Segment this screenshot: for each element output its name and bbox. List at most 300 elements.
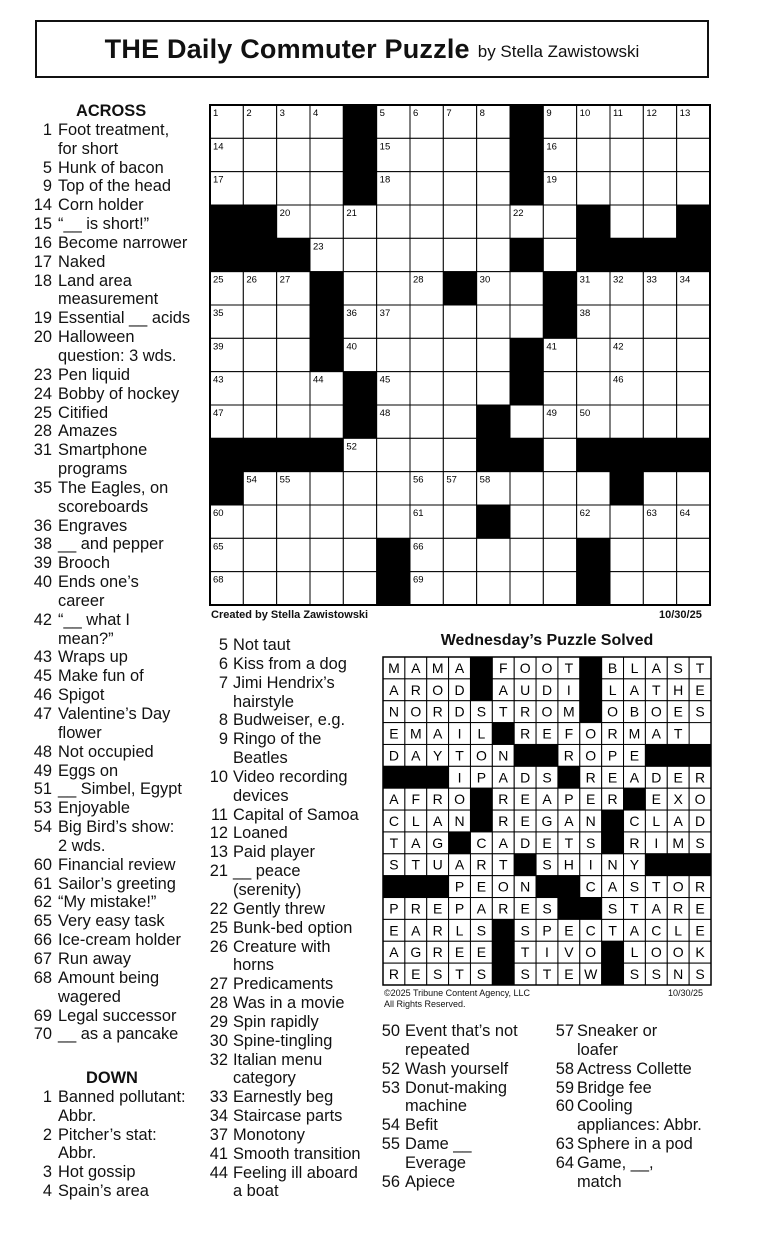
clue-text: Feeling ill aboard (233, 1163, 358, 1182)
grid-cell[interactable] (643, 472, 676, 505)
cell-number: 66 (413, 541, 424, 553)
clue-text: Apiece (405, 1172, 456, 1191)
black-square (343, 105, 376, 138)
grid-cell[interactable] (643, 538, 676, 571)
grid-cell[interactable] (477, 305, 510, 338)
grid-cell[interactable] (610, 205, 643, 238)
grid-cell[interactable] (677, 572, 710, 605)
clue-text: Sphere in a pod (577, 1135, 693, 1154)
solution-letter: S (389, 856, 399, 873)
grid-cell[interactable] (443, 238, 476, 271)
grid-cell[interactable] (443, 138, 476, 171)
solution-black-square (427, 766, 449, 788)
solution-black-square (405, 876, 427, 898)
clue-down-33 (206, 1088, 376, 1107)
grid-cell[interactable] (477, 238, 510, 271)
solution-letter: R (388, 966, 399, 983)
clue-down-6 (206, 655, 376, 674)
solution-letter: R (673, 900, 684, 917)
grid-cell[interactable] (277, 305, 310, 338)
solution-letter: A (629, 681, 640, 698)
solution-letter: E (542, 834, 552, 851)
solution-letter: M (409, 725, 422, 742)
grid-cell[interactable] (343, 472, 376, 505)
cell-number: 61 (413, 508, 424, 519)
solution-letter: R (607, 725, 618, 742)
grid-cell[interactable] (243, 172, 276, 205)
grid-cell[interactable] (677, 538, 710, 571)
clue-across-45 (30, 667, 200, 686)
clue-across-35 (30, 479, 200, 517)
cell-number: 42 (613, 341, 624, 353)
grid-cell[interactable] (643, 572, 676, 605)
solution-letter: S (586, 834, 596, 851)
solution-letter: A (389, 944, 399, 961)
grid-cell[interactable] (510, 405, 543, 438)
clue-number: 43 (33, 648, 52, 667)
grid-cell[interactable] (543, 472, 576, 505)
grid-cell[interactable] (477, 372, 510, 405)
grid-cell[interactable] (343, 538, 376, 571)
grid-cell[interactable] (377, 272, 410, 305)
clue-text: hairstyle (233, 692, 295, 711)
grid-cell[interactable] (677, 372, 710, 405)
grid-cell[interactable] (677, 338, 710, 371)
solution-letter: N (520, 878, 531, 895)
solution-letter: O (650, 944, 662, 961)
cell-number: 13 (679, 108, 691, 119)
clue-text: Not occupied (58, 742, 154, 761)
grid-cell[interactable] (677, 172, 710, 205)
clue-text: appliances: Abbr. (577, 1116, 702, 1135)
black-square (210, 472, 243, 505)
clue-down-3 (30, 1163, 200, 1182)
grid-cell[interactable] (277, 338, 310, 371)
solution-letter: R (695, 878, 706, 895)
grid-cell[interactable] (543, 238, 576, 271)
grid-cell[interactable] (677, 138, 710, 171)
grid-cell[interactable] (543, 505, 576, 538)
grid-cell[interactable] (277, 505, 310, 538)
solution-black-square (602, 832, 624, 854)
solution-letter: S (520, 966, 530, 983)
down-clues-column-1 (30, 1069, 200, 1201)
grid-cell[interactable] (510, 472, 543, 505)
grid-cell[interactable] (243, 505, 276, 538)
solution-letter: D (454, 703, 465, 720)
solution-letter: A (411, 922, 421, 939)
solution-letter: L (608, 681, 617, 698)
grid-cell[interactable] (610, 572, 643, 605)
grid-cell[interactable] (610, 505, 643, 538)
clue-number: 65 (33, 912, 52, 931)
clue-down-30 (206, 1032, 376, 1051)
cell-number: 65 (213, 541, 224, 553)
grid-cell[interactable] (643, 372, 676, 405)
clue-text: __ and pepper (58, 535, 164, 554)
grid-cell[interactable] (277, 172, 310, 205)
clue-down-27 (206, 975, 376, 994)
solution-letter: A (651, 659, 662, 676)
solution-letter: F (498, 659, 508, 676)
grid-cell[interactable] (543, 205, 576, 238)
solution-letter: U (432, 856, 443, 873)
grid-cell[interactable] (410, 338, 443, 371)
clue-number: 56 (381, 1172, 400, 1191)
grid-cell[interactable] (310, 205, 343, 238)
clue-number: 12 (209, 824, 228, 843)
black-square (377, 572, 410, 605)
grid-cell[interactable] (643, 138, 676, 171)
solution-letter: O (585, 944, 597, 961)
solution-letter: A (476, 900, 487, 917)
grid-cell[interactable] (477, 338, 510, 371)
solution-black-square (558, 876, 580, 898)
clue-number: 26 (209, 937, 228, 956)
grid-cell[interactable] (443, 405, 476, 438)
grid-cell[interactable] (310, 505, 343, 538)
puzzle-date: 10/30/25 (659, 609, 702, 621)
solution-letter: F (411, 791, 421, 808)
clue-text: __ Simbel, Egypt (58, 780, 182, 799)
cell-number: 56 (413, 474, 424, 486)
clue-down-57 (554, 1022, 724, 1060)
grid-cell[interactable] (277, 138, 310, 171)
solution-letter: L (630, 659, 639, 676)
cell-number: 52 (346, 441, 357, 453)
grid-cell[interactable] (477, 172, 510, 205)
grid-cell[interactable] (410, 172, 443, 205)
clue-down-26 (206, 938, 376, 976)
grid-cell[interactable] (443, 572, 476, 605)
clue-down-50 (380, 1022, 550, 1060)
grid-cell[interactable] (577, 372, 610, 405)
grid-cell[interactable] (577, 172, 610, 205)
grid-cell[interactable] (277, 372, 310, 405)
cell-number: 19 (546, 174, 557, 186)
cell-number: 57 (446, 474, 457, 486)
grid-cell[interactable] (243, 338, 276, 371)
grid-cell[interactable] (243, 538, 276, 571)
grid-cell[interactable] (510, 505, 543, 538)
grid-cell[interactable] (643, 205, 676, 238)
grid-cell[interactable] (310, 472, 343, 505)
clue-across-9 (30, 177, 200, 196)
solution-letter: E (673, 769, 683, 786)
grid-cell[interactable] (410, 205, 443, 238)
solution-black-square (558, 766, 580, 788)
clue-text: loafer (577, 1040, 619, 1059)
grid-cell[interactable] (310, 572, 343, 605)
clue-number: 49 (33, 761, 52, 780)
grid-cell[interactable] (377, 338, 410, 371)
clue-text: Corn holder (58, 196, 144, 215)
solution-letter: R (629, 834, 640, 851)
clue-number: 54 (33, 818, 52, 837)
solution-letter: O (672, 944, 684, 961)
clue-text: __ peace (233, 862, 301, 881)
grid-cell[interactable] (410, 438, 443, 471)
clue-number: 44 (209, 1163, 228, 1182)
solution-letter: R (563, 747, 574, 764)
cell-number: 64 (679, 508, 691, 519)
grid-cell[interactable] (410, 138, 443, 171)
clue-number: 47 (33, 705, 52, 723)
cell-number: 45 (379, 374, 391, 386)
clue-text: match (577, 1172, 622, 1191)
solution-letter: I (566, 681, 571, 698)
grid-cell[interactable] (443, 338, 476, 371)
clue-text: Loaned (233, 824, 288, 843)
grid-cell[interactable] (310, 405, 343, 438)
clue-down-44 (206, 1164, 376, 1202)
black-square (310, 338, 343, 371)
grid-cell[interactable] (343, 572, 376, 605)
clue-text: Amount being (58, 968, 160, 987)
grid-cell[interactable] (543, 372, 576, 405)
solution-letter: O (650, 703, 662, 720)
grid-cell[interactable] (677, 405, 710, 438)
clue-number: 19 (33, 309, 52, 328)
grid-cell[interactable] (610, 305, 643, 338)
clue-down-64 (554, 1154, 724, 1192)
solution-letter: O (475, 747, 487, 764)
grid-cell[interactable] (343, 272, 376, 305)
cell-number: 10 (579, 108, 591, 119)
grid-cell[interactable] (443, 172, 476, 205)
solution-letter: A (651, 900, 662, 917)
solution-letter: Y (432, 747, 443, 764)
grid-cell[interactable] (577, 338, 610, 371)
black-square (210, 438, 243, 471)
solution-letter: O (454, 791, 465, 808)
grid-cell[interactable] (510, 305, 543, 338)
grid-cell[interactable] (377, 238, 410, 271)
solution-letter: A (564, 813, 574, 829)
grid-cell[interactable] (643, 405, 676, 438)
clue-text: Not taut (233, 636, 291, 654)
grid-cell[interactable] (543, 538, 576, 571)
solution-black-square (470, 657, 492, 679)
solution-letter: T (520, 944, 530, 961)
grid-cell[interactable] (243, 372, 276, 405)
solution-black-square (492, 963, 514, 985)
clue-text: Earnestly beg (233, 1088, 334, 1107)
solution-black-square (514, 854, 536, 876)
cell-number: 6 (413, 108, 419, 119)
solution-letter: G (432, 834, 444, 851)
grid-cell[interactable] (610, 138, 643, 171)
grid-cell[interactable] (477, 138, 510, 171)
clue-number: 46 (33, 686, 52, 705)
grid-cell[interactable] (577, 472, 610, 505)
solution-letter: T (455, 747, 464, 764)
black-square (677, 438, 710, 471)
black-square (643, 238, 676, 271)
solution-letter: N (388, 703, 399, 720)
clue-number: 7 (218, 673, 228, 692)
grid-cell[interactable] (477, 205, 510, 238)
grid-cell[interactable] (410, 372, 443, 405)
clue-across-31 (30, 441, 200, 479)
solution-letter: S (520, 922, 530, 939)
clue-text: Video recording (233, 767, 348, 786)
solution-letter: I (457, 769, 462, 786)
clue-down-5 (206, 636, 376, 655)
black-square (277, 238, 310, 271)
solution-letter: W (584, 966, 598, 983)
grid-cell[interactable] (443, 372, 476, 405)
solution-letter: E (520, 791, 530, 808)
solution-letter: A (432, 725, 443, 742)
solution-letter: S (673, 659, 683, 676)
cell-number: 59 (613, 474, 624, 486)
clue-text: category (233, 1069, 296, 1088)
solution-letter: E (607, 769, 618, 786)
clue-text: wagered (58, 987, 121, 1006)
grid-cell[interactable] (310, 538, 343, 571)
grid-cell[interactable] (510, 538, 543, 571)
clue-text: Eggs on (58, 761, 119, 780)
grid-cell[interactable] (243, 138, 276, 171)
grid-cell[interactable] (377, 205, 410, 238)
clue-across-23 (30, 366, 200, 385)
grid-cell[interactable] (543, 438, 576, 471)
grid-cell[interactable] (443, 538, 476, 571)
clue-text: Essential __ acids (58, 309, 191, 328)
cell-number: 58 (479, 474, 491, 486)
solution-letter: A (498, 834, 508, 851)
clue-number: 48 (33, 742, 52, 761)
clue-across-39 (30, 554, 200, 573)
clue-number: 39 (33, 554, 52, 573)
solution-letter: T (630, 900, 639, 917)
grid-cell[interactable] (643, 338, 676, 371)
solution-letter: C (388, 813, 399, 829)
clue-across-40 (30, 573, 200, 611)
cell-number: 11 (613, 108, 623, 119)
black-square (477, 405, 510, 438)
grid-cell[interactable] (610, 172, 643, 205)
grid-cell[interactable] (410, 305, 443, 338)
grid-cell[interactable] (443, 438, 476, 471)
grid-cell[interactable] (243, 405, 276, 438)
solution-letter: A (411, 834, 421, 851)
solution-black-square (667, 744, 689, 766)
clue-text: Engraves (58, 516, 128, 535)
solution-letter: E (454, 944, 465, 961)
grid-cell[interactable] (543, 572, 576, 605)
grid-cell[interactable] (510, 572, 543, 605)
solution-letter: E (520, 900, 530, 917)
clue-text: Paid player (233, 843, 316, 862)
grid-cell[interactable] (477, 572, 510, 605)
clue-text: Sneaker or (577, 1022, 658, 1040)
solution-black-square (689, 744, 711, 766)
solution-letter: E (520, 813, 530, 829)
grid-cell[interactable] (343, 238, 376, 271)
grid-cell[interactable] (643, 172, 676, 205)
clue-down-12 (206, 824, 376, 843)
cell-number: 32 (613, 274, 624, 286)
grid-cell[interactable] (377, 438, 410, 471)
title-box (35, 20, 709, 78)
grid-cell[interactable] (610, 538, 643, 571)
clue-number: 40 (33, 573, 52, 592)
grid-cell[interactable] (643, 305, 676, 338)
grid-cell[interactable] (477, 538, 510, 571)
solution-letter: L (652, 813, 661, 829)
clue-text: programs (58, 460, 128, 479)
grid-cell[interactable] (310, 138, 343, 171)
clue-number: 3 (42, 1163, 52, 1182)
clue-text: “My mistake!” (58, 893, 157, 912)
solution-letter: S (542, 856, 552, 873)
grid-cell[interactable] (610, 405, 643, 438)
clue-down-60 (554, 1097, 724, 1135)
solution-letter: S (607, 900, 618, 917)
grid-cell[interactable] (410, 405, 443, 438)
clue-across-1 (30, 121, 200, 159)
clue-number: 33 (209, 1088, 228, 1107)
grid-cell[interactable] (277, 405, 310, 438)
grid-cell[interactable] (310, 172, 343, 205)
solution-letter: M (563, 703, 575, 720)
grid-cell[interactable] (410, 238, 443, 271)
grid-cell[interactable] (577, 138, 610, 171)
clue-text: Amazes (58, 422, 118, 441)
clue-text: Big Bird’s show: (58, 818, 175, 837)
grid-cell[interactable] (243, 572, 276, 605)
grid-cell[interactable] (277, 572, 310, 605)
clue-text: Top of the head (58, 177, 172, 196)
solution-black-square (580, 657, 602, 679)
clue-down-22 (206, 900, 376, 919)
grid-cell[interactable] (277, 538, 310, 571)
black-square (577, 238, 610, 271)
grid-cell[interactable] (510, 272, 543, 305)
cell-number: 41 (546, 341, 557, 353)
grid-cell[interactable] (343, 505, 376, 538)
clue-number: 66 (33, 931, 52, 950)
clue-number: 25 (33, 403, 52, 422)
cell-number: 50 (579, 408, 591, 419)
solution-letter: T (411, 856, 421, 873)
grid-cell[interactable] (677, 305, 710, 338)
solution-letter: D (454, 681, 465, 698)
grid-cell[interactable] (377, 505, 410, 538)
clue-across-51 (30, 780, 200, 799)
grid-cell[interactable] (443, 305, 476, 338)
solution-letter: E (389, 725, 399, 742)
grid-cell[interactable] (443, 205, 476, 238)
grid-cell[interactable] (377, 472, 410, 505)
black-square (277, 438, 310, 471)
cell-number: 60 (213, 508, 224, 519)
grid-cell[interactable] (243, 305, 276, 338)
clue-text: __ as a pancake (58, 1025, 179, 1044)
clue-text: Event that’s not (405, 1022, 518, 1040)
clue-down-29 (206, 1013, 376, 1032)
grid-cell[interactable] (677, 472, 710, 505)
clue-number: 16 (33, 233, 52, 252)
clue-across-47 (30, 705, 200, 743)
clue-text: horns (233, 956, 275, 975)
clue-across-46 (30, 686, 200, 705)
crossword-grid[interactable] (209, 104, 711, 606)
solution-letter: D (388, 747, 399, 764)
grid-cell[interactable] (443, 505, 476, 538)
